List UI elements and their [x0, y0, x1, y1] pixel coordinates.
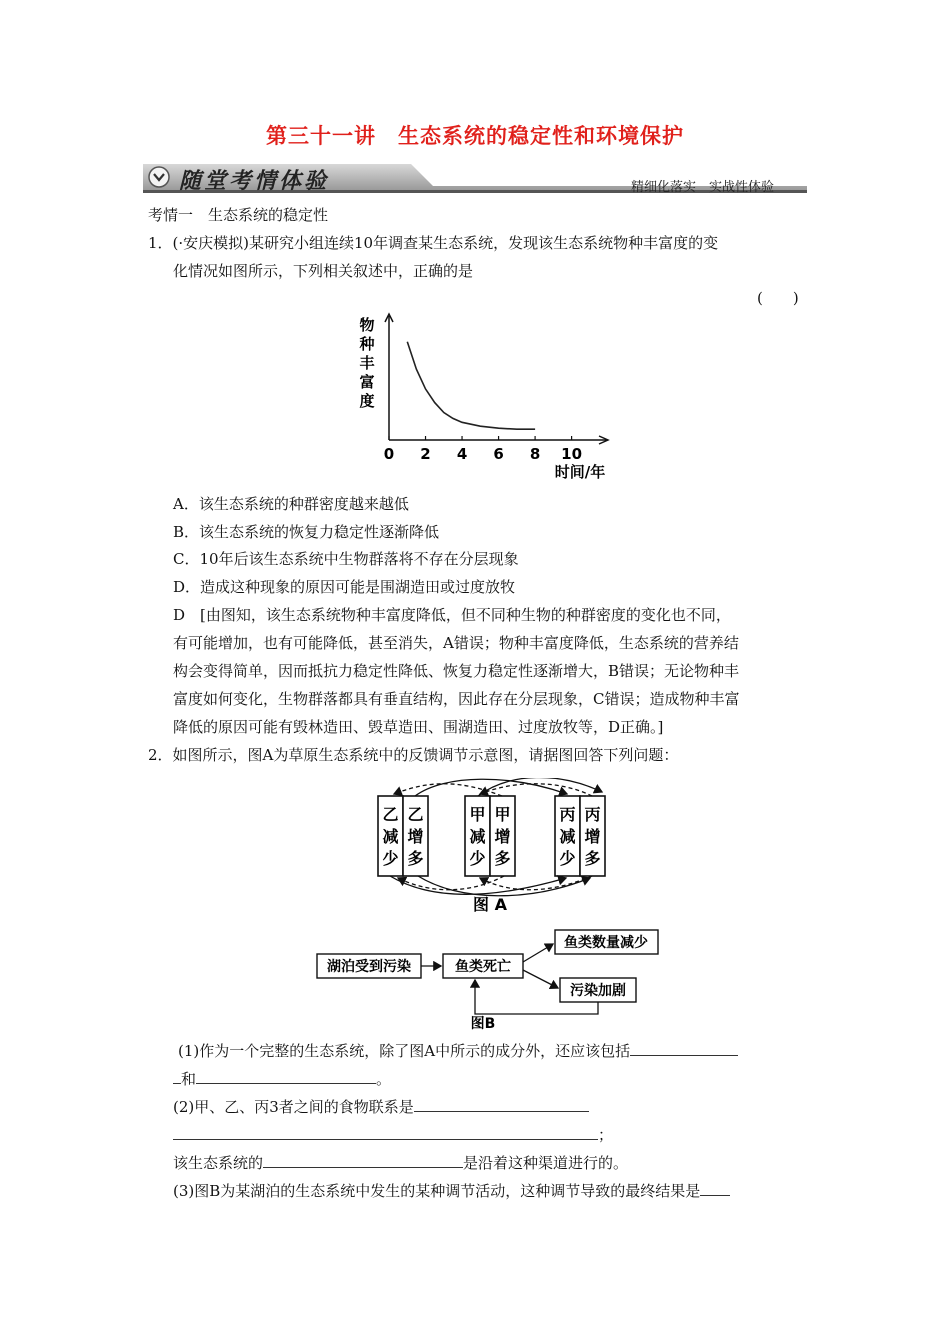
sub2-text2: 该生态系统的	[173, 1154, 264, 1172]
answer-blank[interactable]	[700, 1181, 730, 1196]
option-c: C．10年后该生态系统中生物群落将不存在分层现象	[173, 550, 519, 568]
y-label-char: 种	[359, 335, 375, 353]
svg-text:物种丰富度	[358, 316, 374, 410]
figure-a-feedback-diagram	[370, 778, 610, 918]
figure-a-box-label: 甲减少	[469, 805, 486, 868]
sub1-text: (1)作为一个完整的生态系统，除了图A中所示的成分外，还应该包括	[178, 1042, 631, 1060]
option-d: D．造成这种现象的原因可能是围湖造田或过度放牧	[173, 578, 516, 596]
sub1-line2	[173, 1069, 391, 1089]
x-tick-label: 6	[493, 445, 504, 463]
figure-a-caption: 图 A	[473, 895, 507, 914]
sub2-line2	[173, 1125, 613, 1145]
sub1-and: 和	[181, 1070, 197, 1088]
q1-stem-line1: 1．(·安庆模拟)某研究小组连续10年调查某生态系统，发现该生态系统物种丰富度的变	[148, 234, 719, 252]
figure-a-box-label: 丙减少	[559, 805, 576, 868]
explanation-line: 构会变得简单，因而抵抗力稳定性降低、恢复力稳定性逐渐增大，B错误；无论物种丰	[173, 662, 740, 680]
sub3-line	[173, 1181, 730, 1201]
sub2-line3	[173, 1153, 628, 1173]
y-label-char: 度	[359, 392, 375, 410]
banner-left-text: 随堂考情体验	[179, 169, 330, 194]
q1-stem-line2: 化情况如图所示，下列相关叙述中，正确的是	[173, 262, 474, 280]
y-label-char: 物	[359, 316, 375, 334]
sub2-line1	[173, 1097, 589, 1117]
answer-blank[interactable]	[414, 1097, 589, 1112]
explanation-line: 有可能增加，也有可能降低，甚至消失，A错误；物种丰富度降低，生态系统的营养结	[173, 634, 739, 652]
x-tick-label: 8	[529, 445, 541, 463]
explanation-line: 富度如何变化，生物群落都具有垂直结构，因此存在分层现象，C错误；造成物种丰富	[173, 690, 740, 708]
answer-blank[interactable]	[630, 1041, 738, 1056]
answer-blank[interactable]	[173, 1125, 598, 1140]
answer-blank[interactable]	[263, 1153, 463, 1168]
y-label-char: 丰	[359, 354, 375, 372]
section-heading: 考情一 生态系统的稳定性	[148, 206, 329, 224]
chevron-down-icon	[149, 167, 169, 187]
y-label-char: 富	[359, 373, 375, 391]
x-tick-label: 4	[456, 445, 468, 463]
richness-series-line	[407, 342, 535, 430]
explanation-line: D [由图知，该生态系统物种丰富度降低，但不同种生物的种群密度的变化也不同，	[173, 606, 731, 624]
node3-text: 鱼类数量减少	[564, 935, 648, 951]
y-axis-label	[358, 316, 374, 410]
sub1-end: 。	[376, 1070, 392, 1088]
q2-stem: 2．如图所示，图A为草原生态系统中的反馈调节示意图，请据图回答下列问题：	[148, 746, 679, 764]
x-tick-label: 10	[561, 445, 583, 463]
node4-text: 污染加剧	[570, 983, 626, 999]
sub2-semicolon: ；	[598, 1126, 614, 1144]
node1-text: 湖泊受到污染	[327, 959, 411, 975]
sub3-text: (3)图B为某湖泊的生态系统中发生的某种调节活动，这种调节导致的最终结果是	[173, 1182, 701, 1200]
figure-b-flow-diagram	[315, 922, 665, 1032]
figure-a-box-label: 乙增多	[407, 805, 424, 868]
sub2-text3: 是沿着这种渠道进行的。	[463, 1154, 629, 1172]
option-b: B．该生态系统的恢复力稳定性逐渐降低	[173, 523, 440, 541]
figure-a-box-label: 甲增多	[494, 805, 511, 868]
figure-b-caption: 图B	[470, 1016, 496, 1032]
answer-blank[interactable]	[173, 1069, 181, 1084]
node2-text: 鱼类死亡	[455, 959, 511, 975]
banner-right-text: 精细化落实 实战性体验	[631, 180, 775, 195]
sub2-text: (2)甲、乙、丙3者之间的食物联系是	[173, 1098, 414, 1116]
x-tick-label: 2	[420, 445, 431, 463]
page-title: 第三十一讲 生态系统的稳定性和环境保护	[266, 124, 684, 148]
x-axis-label: 时间/年	[554, 463, 606, 481]
figure-a-box-label: 乙减少	[382, 805, 399, 868]
figure-a-box-label: 丙增多	[584, 805, 601, 868]
answer-blank[interactable]	[196, 1069, 376, 1084]
richness-chart	[355, 312, 615, 484]
answer-paren: ( )	[757, 289, 799, 307]
option-a: A．该生态系统的种群密度越来越低	[173, 495, 409, 513]
explanation-line: 降低的原因可能有毁林造田、毁草造田、围湖造田、过度放牧等，D正确。]	[173, 718, 664, 736]
sub1-line1	[178, 1041, 738, 1061]
x-tick-label: 0	[383, 445, 395, 463]
section-banner	[143, 160, 807, 194]
